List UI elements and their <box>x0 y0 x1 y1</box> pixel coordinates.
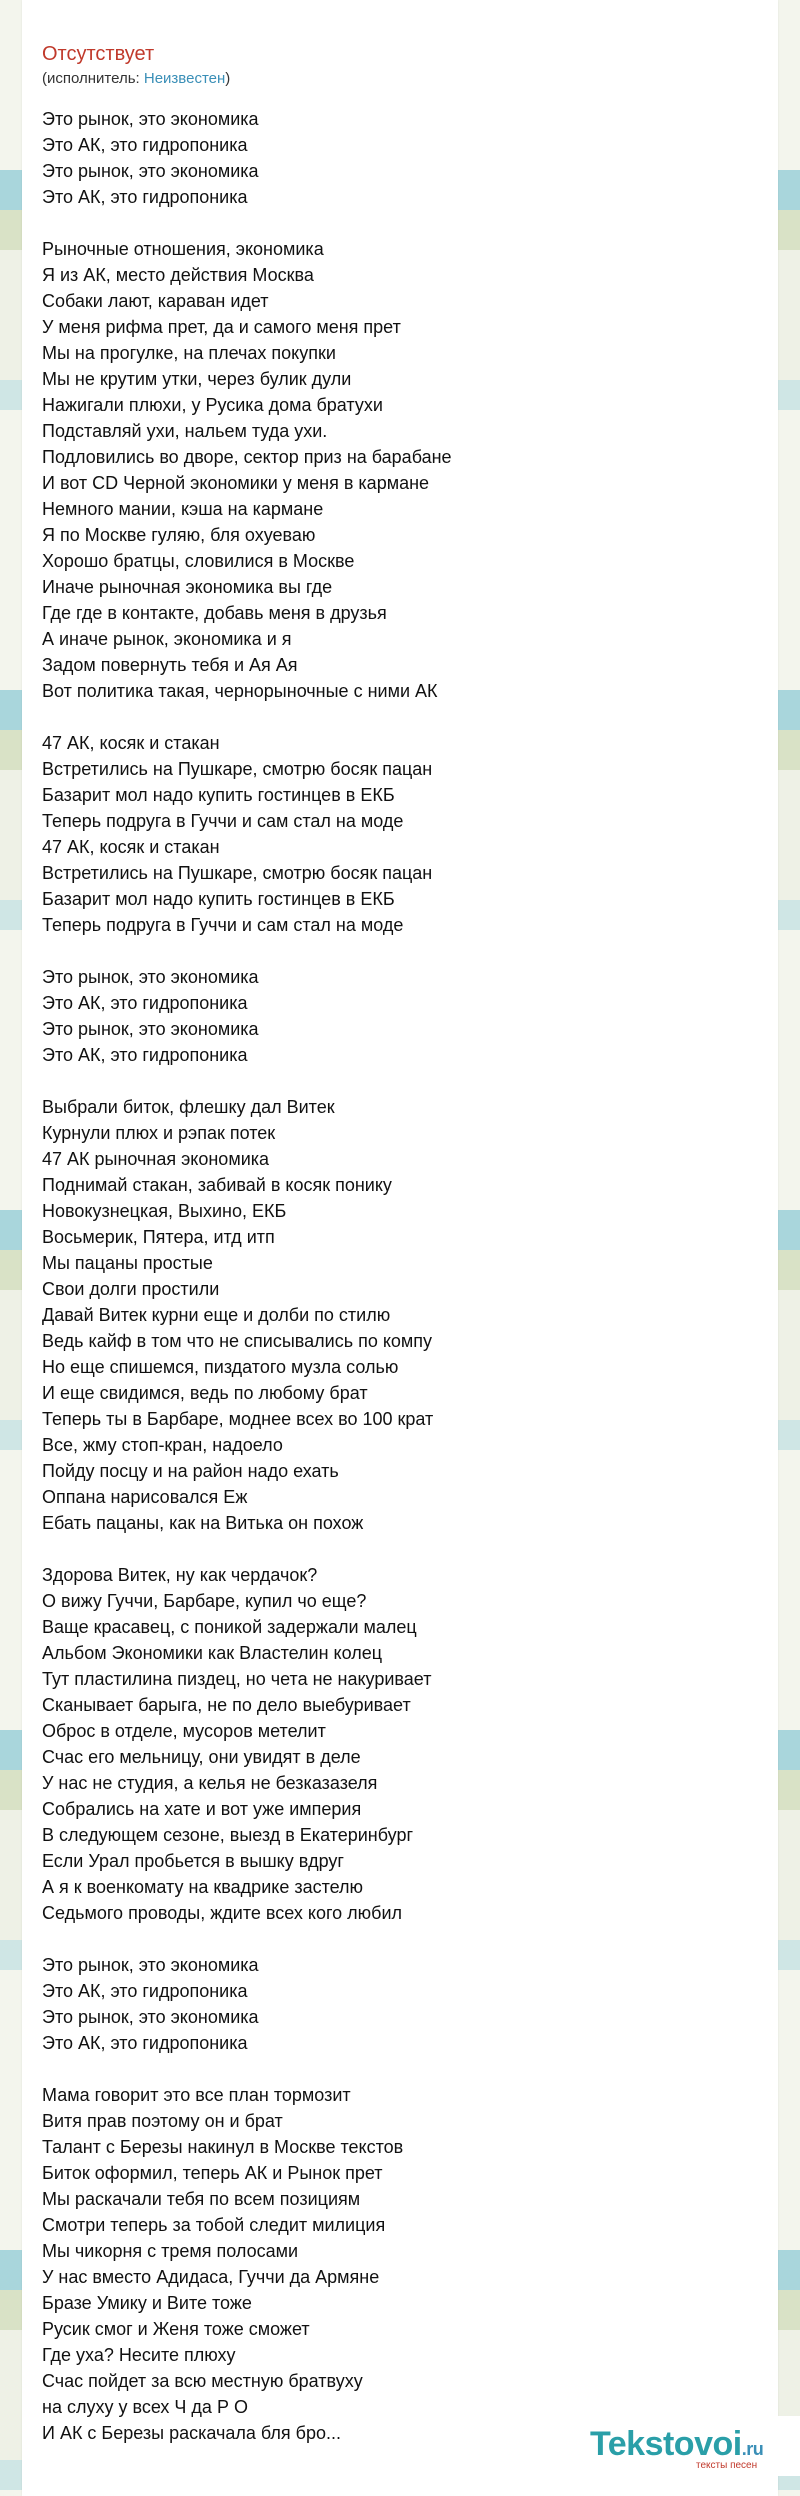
lyric-line: Встретились на Пушкаре, смотрю босяк пацан <box>42 863 433 883</box>
lyric-line: Это АК, это гидропоника <box>42 187 248 207</box>
lyric-line: Тут пластилина пиздец, но чета не накуривает <box>42 1669 432 1689</box>
lyric-line: Иначе рыночная экономика вы где <box>42 577 333 597</box>
lyric-line: Давай Витек курни еще и долби по стилю <box>42 1305 391 1325</box>
lyric-line: Альбом Экономики как Властелин колец <box>42 1643 383 1663</box>
lyric-line: Мы не крутим утки, через булик дули <box>42 369 352 389</box>
lyric-line: Теперь ты в Барбаре, моднее всех во 100 крат <box>42 1409 434 1429</box>
lyric-line: Это АК, это гидропоника <box>42 1981 248 2001</box>
lyric-line: Пойду посцу и на район надо ехать <box>42 1461 339 1481</box>
logo-tagline: тексты песен <box>696 2460 758 2471</box>
lyric-line: Оппана нарисовался Еж <box>42 1487 248 1507</box>
lyric-line: А я к военкомату на квадрике застелю <box>42 1877 364 1897</box>
lyric-line: Счас пойдет за всю местную братвуху <box>42 2371 363 2391</box>
lyric-line: Витя прав поэтому он и брат <box>42 2111 283 2131</box>
lyric-line: Задом повернуть тебя и Ая Ая <box>42 655 298 675</box>
lyric-line: Хорошо братцы, словилися в Москве <box>42 551 355 571</box>
lyric-line: Курнули плюх и рэпак потек <box>42 1123 276 1143</box>
lyric-line: И АК с Березы раскачала бля бро... <box>42 2423 341 2443</box>
lyric-line: Это рынок, это экономика <box>42 161 259 181</box>
lyric-line: Теперь подруга в Гуччи и сам стал на моде <box>42 811 404 831</box>
lyric-line: Здорова Витек, ну как чердачок? <box>42 1565 318 1585</box>
lyric-line: Поднимай стакан, забивай в косяк понику <box>42 1175 392 1195</box>
stanza-break <box>42 210 752 236</box>
lyric-line: А иначе рынок, экономика и я <box>42 629 292 649</box>
lyric-line: Это АК, это гидропоника <box>42 993 248 1013</box>
lyric-line: Мы на прогулке, на плечах покупки <box>42 343 336 363</box>
lyric-line: Это АК, это гидропоника <box>42 1045 248 1065</box>
lyric-line: Ведь кайф в том что не списывались по компу <box>42 1331 433 1351</box>
lyric-line: О вижу Гуччи, Барбаре, купил чо еще? <box>42 1591 367 1611</box>
lyric-line: Немного мании, кэша на кармане <box>42 499 324 519</box>
lyric-line: Мы раскачали тебя по всем позициям <box>42 2189 361 2209</box>
stanza-break <box>42 1536 752 1562</box>
lyric-line: У нас не студия, а келья не безказазеля <box>42 1773 378 1793</box>
lyric-line: Где где в контакте, добавь меня в друзья <box>42 603 387 623</box>
lyric-line: Смотри теперь за тобой следит милиция <box>42 2215 386 2235</box>
lyric-line: Талант с Березы накинул в Москве текстов <box>42 2137 404 2157</box>
artist-suffix: ) <box>225 70 231 87</box>
lyric-line: И вот CD Черной экономики у меня в кармане <box>42 473 430 493</box>
lyric-line: В следующем сезоне, выезд в Екатеринбург <box>42 1825 414 1845</box>
lyric-line: Счас его мельницу, они увидят в деле <box>42 1747 361 1767</box>
lyric-line: Бразе Умику и Вите тоже <box>42 2293 252 2313</box>
logo-tld: .ru <box>741 2439 764 2459</box>
lyric-line: Собрались на хате и вот уже империя <box>42 1799 362 1819</box>
lyric-line: Базарит мол надо купить гостинцев в ЕКБ <box>42 785 395 805</box>
lyric-line: Если Урал пробьется в вышку вдруг <box>42 1851 344 1871</box>
artist-line <box>42 70 230 88</box>
lyric-line: Это рынок, это экономика <box>42 1955 259 1975</box>
lyric-line: У нас вместо Адидаса, Гуччи да Армяне <box>42 2267 380 2287</box>
song-title: Отсутствует <box>42 43 155 65</box>
lyric-line: Оброс в отделе, мусоров метелит <box>42 1721 326 1741</box>
lyric-line: Теперь подруга в Гуччи и сам стал на моде <box>42 915 404 935</box>
lyric-line: Нажигали плюхи, у Русика дома братухи <box>42 395 383 415</box>
lyric-line: Рыночные отношения, экономика <box>42 239 324 259</box>
lyric-line: Это рынок, это экономика <box>42 967 259 987</box>
lyric-line: на слуху у всех Ч да Р О <box>42 2397 248 2417</box>
lyric-line: Базарит мол надо купить гостинцев в ЕКБ <box>42 889 395 909</box>
lyric-line: Где уха? Несите плюху <box>42 2345 236 2365</box>
stanza-break <box>42 2056 752 2082</box>
lyric-line: Но еще спишемся, пиздатого музла солью <box>42 1357 399 1377</box>
lyric-line: Подловились во дворе, сектор приз на барабане <box>42 447 452 467</box>
lyric-line: 47 АК рыночная экономика <box>42 1149 270 1169</box>
lyric-line: Подставляй ухи, нальем туда ухи. <box>42 421 328 441</box>
lyric-line: Седьмого проводы, ждите всех кого любил <box>42 1903 403 1923</box>
lyric-line: 47 АК, косяк и стакан <box>42 837 220 857</box>
logo-name: Tekstovoi <box>590 2425 742 2463</box>
lyrics-page <box>22 0 778 2496</box>
stanza-break <box>42 1926 752 1952</box>
artist-link[interactable]: Неизвестен <box>143 70 226 87</box>
lyric-line: И еще свидимся, ведь по любому брат <box>42 1383 368 1403</box>
lyric-line: Это АК, это гидропоника <box>42 135 248 155</box>
lyric-line: Ебать пацаны, как на Витька он похож <box>42 1513 364 1533</box>
site-logo[interactable] <box>570 2416 800 2476</box>
lyric-line: Это рынок, это экономика <box>42 109 259 129</box>
lyric-line: Это рынок, это экономика <box>42 1019 259 1039</box>
stanza-break <box>42 704 752 730</box>
lyric-line: Вот политика такая, чернорыночные с ними АК <box>42 681 438 701</box>
lyric-line: Русик смог и Женя тоже сможет <box>42 2319 310 2339</box>
lyric-line: Это АК, это гидропоника <box>42 2033 248 2053</box>
lyric-line: Я из АК, место действия Москва <box>42 265 314 285</box>
lyric-line: Встретились на Пушкаре, смотрю босяк пацан <box>42 759 433 779</box>
lyric-line: Мама говорит это все план тормозит <box>42 2085 351 2105</box>
lyric-line: Это рынок, это экономика <box>42 2007 259 2027</box>
lyric-line: Новокузнецкая, Выхино, ЕКБ <box>42 1201 287 1221</box>
lyric-line: Свои долги простили <box>42 1279 220 1299</box>
lyrics-text <box>42 106 752 2446</box>
lyric-line: 47 АК, косяк и стакан <box>42 733 220 753</box>
lyric-line: Выбрали биток, флешку дал Витек <box>42 1097 335 1117</box>
lyric-line: Я по Москве гуляю, бля охуеваю <box>42 525 316 545</box>
artist-prefix: (исполнитель: <box>42 70 144 87</box>
lyric-line: Собаки лают, караван идет <box>42 291 269 311</box>
lyric-line: Сканывает барыга, не по дело выебуривает <box>42 1695 411 1715</box>
lyric-line: Биток оформил, теперь АК и Рынок прет <box>42 2163 383 2183</box>
lyric-line: Все, жму стоп-кран, надоело <box>42 1435 283 1455</box>
lyric-line: У меня рифма прет, да и самого меня прет <box>42 317 401 337</box>
lyric-line: Ваще красавец, с поникой задержали малец <box>42 1617 417 1637</box>
stanza-break <box>42 938 752 964</box>
lyric-line: Мы чикорня с тремя полосами <box>42 2241 299 2261</box>
stanza-break <box>42 1068 752 1094</box>
lyric-line: Восьмерик, Пятера, итд итп <box>42 1227 275 1247</box>
lyric-line: Мы пацаны простые <box>42 1253 213 1273</box>
